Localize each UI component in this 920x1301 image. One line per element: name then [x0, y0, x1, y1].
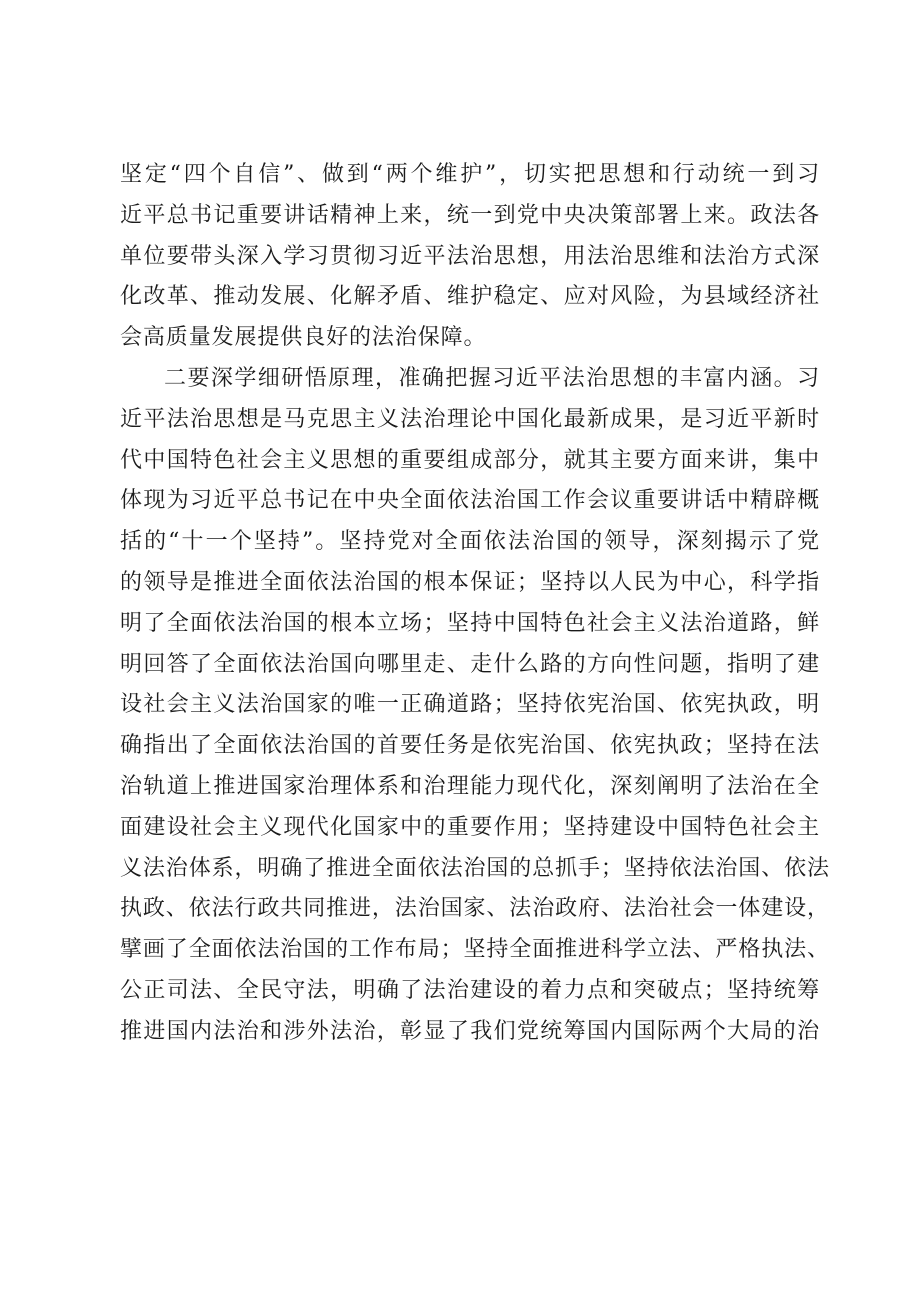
text-line: 推进国内法治和涉外法治，彰显了我们党统筹国内国际两个大局的治: [120, 1018, 820, 1044]
text-line: 设社会主义法治国家的唯一正确道路；坚持依宪治国、依宪执政，明: [120, 692, 820, 718]
text-line: 二要深学细研悟原理，准确把握习近平法治思想的丰富内涵。习: [164, 365, 820, 391]
text-line: 坚定“四个自信”、做到“两个维护”，切实把思想和行动统一到习: [120, 162, 820, 187]
text-line: 会高质量发展提供良好的法治保障。: [120, 325, 487, 351]
text-line: 括的“十一个坚持”。坚持党对全面依法治国的领导，深刻揭示了党: [120, 529, 820, 555]
text-line: 擘画了全面依法治国的工作布局；坚持全面推进科学立法、严格执法、: [120, 937, 830, 963]
text-line: 近平总书记重要讲话精神上来，统一到党中央决策部署上来。政法各: [120, 202, 820, 228]
text-line: 义法治体系，明确了推进全面依法治国的总抓手；坚持依法治国、依法: [120, 855, 830, 881]
text-line: 明了全面依法治国的根本立场；坚持中国特色社会主义法治道路，鲜: [120, 610, 820, 636]
body-text: [120, 155, 830, 1053]
text-line: 的领导是推进全面依法治国的根本保证；坚持以人民为中心，科学指: [120, 569, 820, 595]
text-line: 执政、依法行政共同推进，法治国家、法治政府、法治社会一体建设，: [120, 896, 830, 922]
text-line: 面建设社会主义现代化国家中的重要作用；坚持建设中国特色社会主: [120, 814, 820, 840]
text-line: 单位要带头深入学习贯彻习近平法治思想，用法治思维和法治方式深: [120, 243, 820, 269]
text-line: 明回答了全面依法治国向哪里走、走什么路的方向性问题，指明了建: [120, 651, 820, 677]
text-line: 治轨道上推进国家治理体系和治理能力现代化，深刻阐明了法治在全: [120, 773, 820, 799]
text-line: 近平法治思想是马克思主义法治理论中国化最新成果，是习近平新时: [120, 406, 820, 432]
text-line: 确指出了全面依法治国的首要任务是依宪治国、依宪执政；坚持在法: [120, 733, 820, 759]
text-line: 体现为习近平总书记在中央全面依法治国工作会议重要讲话中精辟概: [120, 488, 820, 514]
text-line: 化改革、推动发展、化解矛盾、维护稳定、应对风险，为县域经济社: [120, 284, 820, 310]
text-line: 代中国特色社会主义思想的重要组成部分，就其主要方面来讲，集中: [120, 447, 820, 473]
text-line: 公正司法、全民守法，明确了法治建设的着力点和突破点；坚持统筹: [120, 977, 820, 1003]
